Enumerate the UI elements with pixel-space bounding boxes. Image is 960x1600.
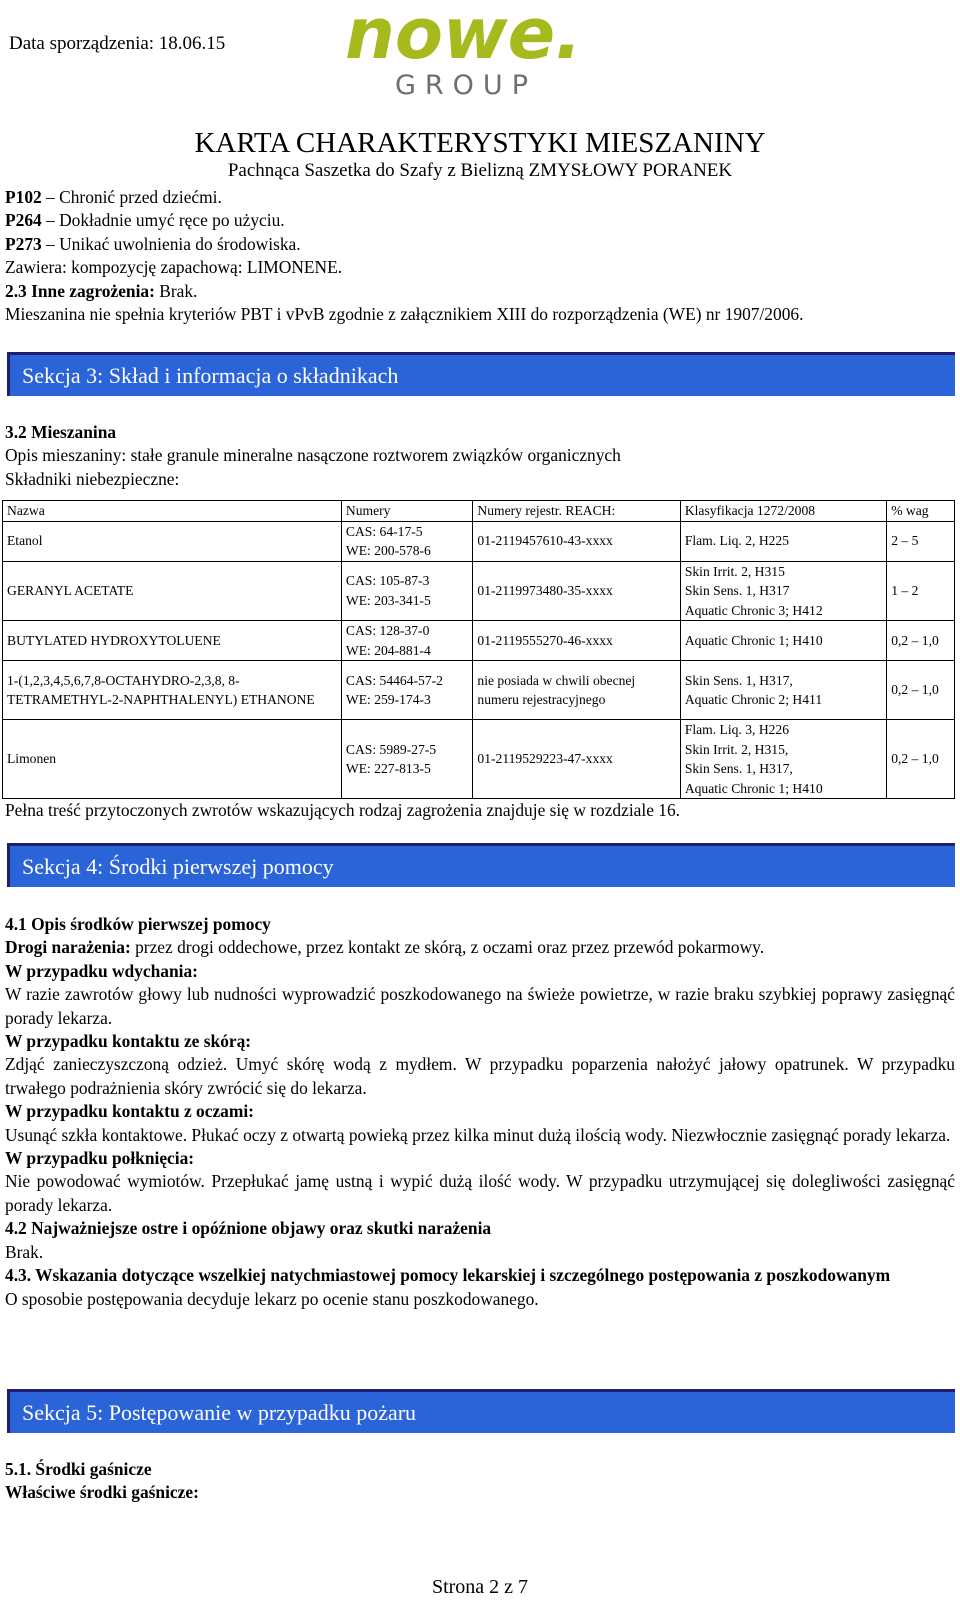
header-name: Nazwa	[3, 501, 342, 522]
component-name: BUTYLATED HYDROXYTOLUENE	[3, 621, 342, 661]
section-5-title: Sekcja 5: Postępowanie w przypadku pożaru	[22, 1400, 417, 1425]
skin-contact-text: Zdjąć zanieczyszczoną odzież. Umyć skórę wodą z mydłem. W przypadku poparzenia nałożyć jałowy opatrunek. W przypadku trwałego podrażnienia skóry zwrócić się do lekarza.	[5, 1054, 955, 1098]
component-weight: 0,2 – 1,0	[887, 621, 955, 661]
component-numbers: CAS: 64-17-5 WE: 200-578-6	[341, 521, 473, 561]
header-weight: % wag	[887, 501, 955, 522]
component-numbers: CAS: 105-87-3 WE: 203-341-5	[341, 561, 473, 621]
swallowing-text: Nie powodować wymiotów. Przepłukać jamę ustną i wypić dużą ilość wody. W przypadku utrzymującej się dolegliwości zasięgnąć porady lekarza.	[5, 1171, 955, 1215]
heading-4-1: 4.1 Opis środków pierwszej pomocy	[5, 914, 271, 934]
section-2-3-line: 2.3 Inne zagrożenia: Brak.	[5, 280, 198, 301]
section-4-title: Sekcja 4: Środki pierwszej pomocy	[22, 854, 334, 879]
composition-table	[2, 500, 955, 799]
symptoms-text: Brak.	[5, 1241, 44, 1262]
component-weight: 0,2 – 1,0	[887, 720, 955, 799]
p264-line: P264 – Dokładnie umyć ręce po użyciu.	[5, 210, 285, 231]
creation-date: Data sporządzenia: 18.06.15	[9, 33, 226, 54]
eye-contact-label: W przypadku kontaktu z oczami:	[5, 1101, 254, 1122]
heading-5-1: 5.1. Środki gaśnicze	[5, 1459, 152, 1479]
component-reach: nie posiada w chwili obecnej numeru rejestracyjnego	[473, 661, 680, 720]
table-row	[3, 621, 955, 661]
component-reach: 01-2119529223-47-xxxx	[473, 720, 680, 799]
eye-contact-text: Usunąć szkła kontaktowe. Płukać oczy z otwartą powieką przez kilka minut dużą ilością wody. Niezwłocznie zasięgnąć porady lekarza.	[5, 1124, 951, 1145]
company-logo	[345, 0, 605, 100]
section-4-content	[5, 913, 955, 1311]
page-number: Strona 2 z 7	[431, 1576, 529, 1598]
exposure-routes: Drogi narażenia: przez drogi oddechowe, przez kontakt ze skórą, z oczami oraz przez przewód pokarmowy.	[5, 937, 765, 958]
pbt-line: Mieszanina nie spełnia kryteriów PBT i vPvB zgodnie z załącznikiem XIII do rozporządzenia (WE) nr 1907/2006.	[5, 304, 804, 325]
component-classification: Skin Irrit. 2, H315 Skin Sens. 1, H317 Aquatic Chronic 3; H412	[680, 561, 886, 621]
section-3-bar	[7, 352, 955, 396]
proper-media-label: Właściwe środki gaśnicze:	[5, 1482, 199, 1503]
component-numbers: CAS: 128-37-0 WE: 204-881-4	[341, 621, 473, 661]
component-numbers: CAS: 54464-57-2 WE: 259-174-3	[341, 661, 473, 720]
section-4-bar	[7, 843, 955, 887]
component-name: GERANYL ACETATE	[3, 561, 342, 621]
component-name: Limonen	[3, 720, 342, 799]
component-classification: Flam. Liq. 3, H226 Skin Irrit. 2, H315, Skin Sens. 1, H317, Aquatic Chronic 1; H410	[680, 720, 886, 799]
heading-4-3: 4.3. Wskazania dotyczące wszelkiej natychmiastowej pomocy lekarskiej i szczególnego postępowania z poszkodowanym	[5, 1265, 891, 1286]
contains-line: Zawiera: kompozycję zapachową: LIMONENE.	[5, 257, 343, 278]
inhalation-text: W razie zawrotów głowy lub nudności wyprowadzić poszkodowanego na świeże powietrze, w razie braku szybkiej poprawy zasięgnąć porady lekarza.	[5, 984, 955, 1028]
logo-word: nowe.	[345, 0, 582, 75]
inhalation-label: W przypadku wdychania:	[5, 960, 198, 981]
mixture-heading: 3.2 Mieszanina	[5, 422, 117, 442]
hazardous-components-label: Składniki niebezpieczne:	[5, 468, 180, 489]
table-row	[3, 521, 955, 561]
mixture-description: Opis mieszaniny: stałe granule mineralne nasączone roztworem związków organicznych	[5, 445, 621, 466]
p273-line: P273 – Unikać uwolnienia do środowiska.	[5, 233, 301, 254]
p102-line: P102 – Chronić przed dziećmi.	[5, 187, 222, 207]
component-weight: 2 – 5	[887, 521, 955, 561]
logo-group: GROUP	[395, 70, 537, 100]
skin-contact-label: W przypadku kontaktu ze skórą:	[5, 1031, 252, 1052]
header-reach: Numery rejestr. REACH:	[473, 501, 680, 522]
heading-4-2: 4.2 Najważniejsze ostre i opóźnione objawy oraz skutki narażenia	[5, 1218, 492, 1239]
component-weight: 1 – 2	[887, 561, 955, 621]
component-reach: 01-2119555270-46-xxxx	[473, 621, 680, 661]
top-content	[5, 186, 955, 326]
component-classification: Skin Sens. 1, H317, Aquatic Chronic 2; H411	[680, 661, 886, 720]
section-5-bar	[7, 1389, 955, 1433]
component-name: 1-(1,2,3,4,5,6,7,8-OCTAHYDRO-2,3,8, 8-TETRAMETHYL-2-NAPHTHALENYL) ETHANONE	[3, 661, 342, 720]
header-classification: Klasyfikacja 1272/2008	[680, 501, 886, 522]
table-row	[3, 720, 955, 799]
table-row	[3, 661, 955, 720]
component-classification: Flam. Liq. 2, H225	[680, 521, 886, 561]
table-row	[3, 561, 955, 621]
section-5-content	[5, 1458, 955, 1505]
table-header-row	[3, 501, 955, 522]
medical-text: O sposobie postępowania decyduje lekarz po ocenie stanu poszkodowanego.	[5, 1288, 539, 1309]
component-reach: 01-2119457610-43-xxxx	[473, 521, 680, 561]
section-3-title: Sekcja 3: Skład i informacja o składnikach	[22, 363, 399, 388]
component-numbers: CAS: 5989-27-5 WE: 227-813-5	[341, 720, 473, 799]
full-text-note: Pełna treść przytoczonych zwrotów wskazujących rodzaj zagrożenia znajduje się w rozdziale 16.	[5, 800, 681, 820]
component-weight: 0,2 – 1,0	[887, 661, 955, 720]
component-name: Etanol	[3, 521, 342, 561]
swallowing-label: W przypadku połknięcia:	[5, 1148, 195, 1169]
header-numbers: Numery	[341, 501, 473, 522]
product-name: Pachnąca Saszetka do Szafy z Bielizną ZMYSŁOWY PORANEK	[227, 160, 733, 181]
component-reach: 01-2119973480-35-xxxx	[473, 561, 680, 621]
component-classification: Aquatic Chronic 1; H410	[680, 621, 886, 661]
section-3-intro	[5, 421, 955, 491]
document-title: KARTA CHARAKTERYSTYKI MIESZANINY	[194, 127, 766, 159]
